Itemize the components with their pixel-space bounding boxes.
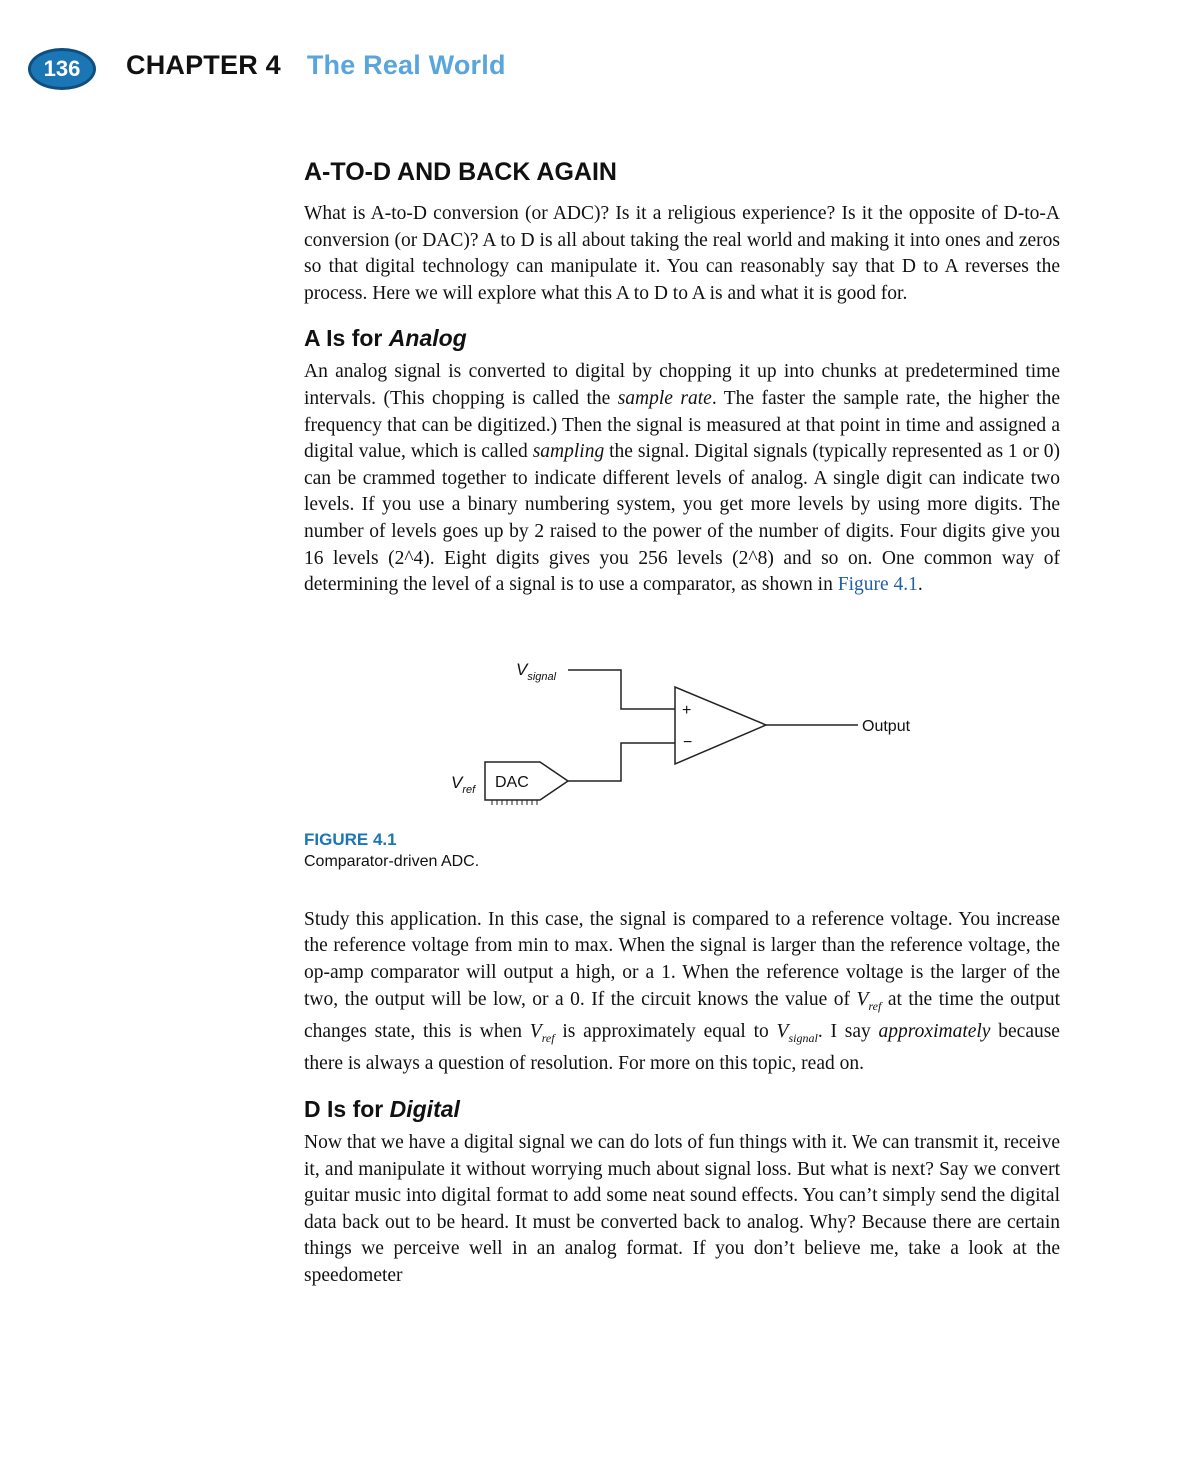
- study-text-e: because there is always a question of resolution. For more on this topic, read on.: [304, 1020, 1060, 1075]
- study-text-d: . I say: [817, 1020, 879, 1042]
- sampling-term: sampling: [532, 441, 605, 463]
- figure-label: FIGURE 4.1: [304, 829, 397, 849]
- v-ref-label: $V_{ref}$: [451, 772, 476, 796]
- chapter-heading: [126, 50, 506, 81]
- signal-wire: [568, 670, 675, 709]
- v-ref-inline: $V_{ref}$: [856, 988, 882, 1013]
- section-title: A-TO-D AND BACK AGAIN: [304, 158, 617, 186]
- sample-rate-term: sample rate: [617, 387, 712, 409]
- analog-text-a: An analog signal is converted to digital by chopping it up into chunks at predetermined time intervals. (This chopping is called the: [304, 361, 1060, 409]
- analog-heading-italic: Analog: [388, 325, 467, 352]
- main-content: [304, 155, 1060, 1290]
- v-ref-inline-2: $V_{ref}$: [529, 1020, 555, 1045]
- output-label: Output: [862, 717, 911, 735]
- figure-4-1: [304, 599, 1060, 907]
- v-signal-label: $V_{signal}$: [516, 659, 557, 683]
- digital-heading: [304, 1094, 1060, 1124]
- plus-sign: +: [682, 701, 692, 719]
- digital-paragraph: Now that we have a digital signal we can do lots of fun things with it. We can transmit it, receive it, and manipulate it without worrying much about signal loss. But what is next? Say we convert guitar music into digital format to add some neat sound effects. You can’t simply send the digital data back out to be heard. It must be converted back to analog. Why? Because there are certain things we perceive well in an analog format. If you don’t believe me, take a look at the speedometer: [304, 1132, 1060, 1287]
- intro-paragraph: What is A-to-D conversion (or ADC)? Is it a religious experience? Is it the opposite of D-to-A conversion (or DAC)? A to D is all about taking the real world and making it into ones and zeros so that digital technology can manipulate it. You can reasonably say that D to A reverses the process. Here we will explore what this A to D to A is and what it is good for.: [304, 203, 1060, 304]
- digital-heading-italic: Digital: [389, 1096, 460, 1123]
- figure-reference-link[interactable]: Figure 4.1: [837, 574, 918, 596]
- analog-text-end: .: [917, 574, 923, 596]
- study-text-b: at the time the output changes state, this is when: [304, 988, 1060, 1042]
- study-text-a: Study this application. In this case, the signal is compared to a reference voltage. You increase the reference voltage from min to max. When the signal is larger than the reference voltage, the op-amp comparator will output a high, or a 1. When the reference voltage is the larger of the two, the output will be low, or a 0. If the circuit knows the value of: [304, 908, 1060, 1010]
- v-signal-inline: $V_{signal}$: [776, 1020, 818, 1045]
- page-number: 136: [43, 56, 81, 81]
- digital-heading-prefix: D Is for: [304, 1096, 390, 1123]
- comparator-diagram: [434, 639, 934, 839]
- analog-paragraph: [304, 359, 1060, 598]
- analog-text-b: . The faster the sample rate, the higher the frequency that can be digitized.) Then the signal is measured at that point in time and assigned a digital value, which is called: [304, 387, 1061, 463]
- chapter-label: CHAPTER 4: [126, 50, 281, 80]
- op-amp-comparator: [675, 687, 766, 764]
- page-number-badge: [28, 48, 96, 90]
- study-text-c: is approximately equal to: [554, 1020, 777, 1042]
- figure-caption: [304, 829, 479, 873]
- chapter-title: The Real World: [306, 50, 506, 80]
- approximately-term: approximately: [878, 1020, 991, 1042]
- reference-wire: [568, 743, 675, 781]
- analog-heading-prefix: A Is for: [304, 325, 389, 352]
- minus-sign: −: [683, 733, 693, 751]
- study-paragraph: [304, 907, 1060, 1078]
- figure-caption-text: Comparator-driven ADC.: [304, 852, 480, 870]
- dac-label: DAC: [495, 773, 529, 791]
- analog-text-c: the signal. Digital signals (typically represented as 1 or 0) can be crammed together to indicate different levels of analog. A single digit can indicate two levels. If you use a binary numbering system, you get more levels by using more digits. The number of levels goes up by 2 raised to the power of the number of digits. Four digits give you 16 levels (2^4). Eight digits gives you 256 levels (2^8) and so on. One common way of determining the level of a signal is to use a comparator, as shown in: [304, 441, 1060, 596]
- analog-heading: [304, 323, 1060, 353]
